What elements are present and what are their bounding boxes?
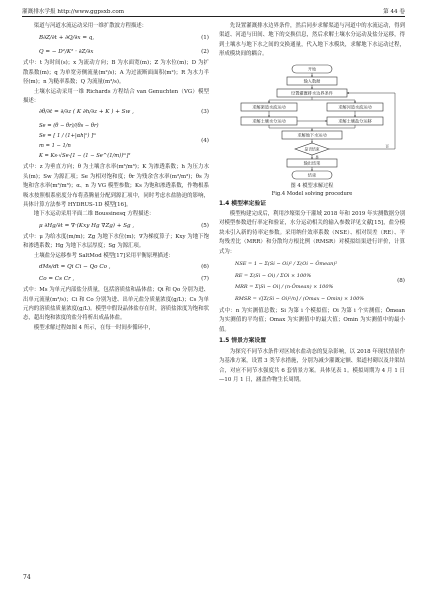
equation-8-line: RMSR = √[Σ(Si − Oi)²/n] / (Omax − Omin) × 100% bbox=[235, 295, 365, 302]
equation-number: (1) bbox=[201, 34, 209, 41]
equation-3-body: ∂θ/∂t = ∂/∂z ( K ∂h/∂z + K ) + Sw , bbox=[39, 109, 134, 116]
equation-8-line: MRR = Σ|Si − Oi| / (n·Ōmean) × 100% bbox=[235, 284, 334, 291]
flow-end-label: 结束 bbox=[307, 172, 317, 178]
equation-6-body: dMs/dt = Qi Ci − Qo Co , bbox=[39, 263, 111, 270]
flow-bc-label: 设置灌溉排水边界条件 bbox=[291, 90, 333, 96]
paragraph: 土壤盐分运移参考 SaltMod 模型[17]采用平衡原理描述： bbox=[33, 252, 174, 259]
header-rule bbox=[22, 16, 405, 17]
paragraph: 式中：t 为时间(s)；x 为流动方向；B 为水面宽(m)；Z 为水位(m)；D 为扩散系数(m)；q 为单宽旁侧流量(m²/s)；A 为过流断面面积(m²)；R 为水力半径(m)；n 为糙率系数；Q 为流量(m³/s)。 bbox=[23, 60, 209, 86]
flow-canal-label: 求解渠道水流运动 bbox=[252, 104, 286, 110]
equation-8 bbox=[219, 257, 405, 307]
section-heading: 1.5 情景方案设置 bbox=[219, 338, 267, 345]
equation-3 bbox=[23, 106, 209, 119]
equation-4-line: Se = [ 1 / (1+|αh|ⁿ) ]ᵐ bbox=[39, 133, 97, 140]
figure-caption-cn: 图 4 模型求解过程 bbox=[290, 182, 334, 189]
paragraph: 土壤水运动采用一维 Richards 方程结合 van Genuchten（VG）模型描述： bbox=[23, 88, 209, 105]
running-header bbox=[22, 5, 405, 15]
equation-number: (4) bbox=[201, 137, 209, 144]
flow-no-label: 否 bbox=[385, 144, 389, 149]
figure-caption-en: Fig.4 Model solving procedure bbox=[271, 190, 353, 197]
volume-header: 第 44 卷 bbox=[383, 9, 405, 15]
flow-river-label: 求解河道水流运动 bbox=[338, 104, 372, 110]
equation-7 bbox=[23, 274, 209, 286]
paragraph: 模型构建完成后，利用沙壕渠分干灌域 2018 年和 2019 年实测数据分别对模型参数进行率定和验证，水分运动相关的输入参数详见文献[15]，盐分模块未引入新的待率定参数。采用纳什效率系数（NSE）、相对误差（RE）、平均残差比（MRR）和分散均方根比例（RMSR）对模拟结果进行评价，计算式为： bbox=[219, 211, 405, 255]
equation-number: (2) bbox=[201, 48, 209, 55]
equation-2: Q = − D²/K² · ∂Z/∂x bbox=[39, 48, 94, 55]
flow-start-label: 开始 bbox=[307, 66, 317, 72]
equation-number: (8) bbox=[397, 278, 405, 285]
right-column bbox=[219, 22, 405, 385]
equation-number: (3) bbox=[201, 109, 209, 116]
equation-4-line: m = 1 − 1/n bbox=[39, 143, 71, 150]
paragraph: 式中：z 为垂直方向；θ 为土壤含水率(m³/m³)；K 为渗透系数；h 为压力水头(m)；Sw 为源汇项；Se 为相对饱和度；θr 为残余含水率(m³/m³)；θs 为饱和含水率(m³/m³)；α、n 为 VG 模型参数；Ks 为饱和渗透系数，作物根系吸水按照根系密度分布将蒸腾量分配到源汇项中，同时考虑水盐胁迫的影响，具体计算方法参考 HYDRUS-1D 模型[16]。 bbox=[23, 164, 209, 209]
paragraph: 式中：Ms 为单元内部盐分质量，包括溶质盐和晶体盐；Qi 和 Qo 分别为进、出单元流量(m³/s)；Ci 和 Co 分别为进、出单元盐分质量浓度(g/L)；Cs 为单元内的溶质盐质量浓度(g/L)。模型中假设晶体盐存在时，溶质盐浓度为饱和状态，超出饱和浓度的盐分将析出成晶体盐。 bbox=[23, 287, 209, 322]
flow-salt-label: 求解土壤盐分运移 bbox=[338, 118, 372, 124]
equation-8-line: NSE = 1 − Σ(Si − Oi)² / Σ(Oi − Ōmean)² bbox=[235, 261, 338, 268]
equation-4-line: K = Ks·√Se·[1 − (1 − Se^(1/m))ᵐ]² bbox=[39, 153, 131, 160]
paragraph: 为探究不同节水条件对区域水盐动态的复杂影响，以 2018 年现状情景作为基准方案，设置 3 类节水措施，分别为减少灌溉定额、渠道衬砌以及井渠结合，对应不同节水强度共 6 套情景方案。具体见表 1。模拟周期为 4 月 1 日—10 月 1 日，涵盖作物生长周期。 bbox=[219, 348, 405, 383]
paragraph: 先设置灌溉排水边界条件，然后同步求解渠道与河道中的水流运动，得到渠道、河道与田间、地下的交换信息，然后求解土壤水分运动及盐分运移，得到土壤水与地下水之间的交换通量，代入地下水模块，求解地下水运动过程，形成模块间的耦合。 bbox=[219, 23, 405, 58]
journal-header: 灌溉排水学报 http://www.ggpsxb.com bbox=[22, 9, 125, 15]
paragraph: 式中：μ 为给水度(m/m)；Zg 为地下水位(m)；∇为梯度算子；Kxy 为地下饱和渗透系数；Hg 为地下水层厚度；Sg 为源汇项。 bbox=[23, 233, 209, 250]
paragraph: 模型求解过程如图 4 所示，在每一时间步循环中， bbox=[33, 324, 154, 331]
flow-input-label: 输入数据 bbox=[303, 78, 321, 84]
section-heading: 1.4 模型率定验证 bbox=[219, 200, 267, 207]
equation-6 bbox=[23, 261, 209, 274]
equation-1-2 bbox=[23, 31, 209, 59]
equation-7-body: Co = Cs Cr , bbox=[39, 276, 75, 283]
equation-8-line: RE = Σ(Si − Oi) / ΣOi × 100% bbox=[235, 272, 312, 279]
equation-1: B∂Z/∂t + ∂Q/∂x = q, bbox=[39, 34, 95, 41]
page-number: 74 bbox=[23, 574, 31, 581]
flow-decide-label: 是否结束 bbox=[304, 146, 320, 152]
paragraph: 地下水运动采用平面二维 Boussinesq 方程描述： bbox=[33, 211, 155, 218]
equation-5 bbox=[23, 220, 209, 233]
equation-5-body: μ ∂Hg/∂t = ∇·(Kxy Hg ∇Zg) + Sg , bbox=[39, 222, 135, 229]
paragraph: 式中：n 为实测值总数；Si 为第 i 个模拟值；Oi 为第 i 个实测值；Ōmean 为实测值的平均值；Omax 为实测值中的最大值；Omin 为实测值中的最小值。 bbox=[219, 308, 405, 333]
left-column bbox=[23, 22, 209, 333]
flow-output-label: 输出结果 bbox=[303, 160, 321, 166]
flowchart-figure bbox=[219, 63, 405, 181]
equation-4-line: Se = (θ − θr)/(θs − θr) bbox=[39, 123, 99, 130]
equation-number: (7) bbox=[201, 276, 209, 283]
flow-gw-label: 求解地下水运动 bbox=[297, 132, 327, 138]
equation-number: (5) bbox=[201, 222, 209, 229]
flow-yes-label: 是 bbox=[315, 155, 319, 160]
equation-4 bbox=[23, 119, 209, 163]
equation-number: (6) bbox=[201, 263, 209, 270]
flow-soil-label: 求解土壤水分运动 bbox=[252, 118, 286, 124]
paragraph: 渠道与河道水流运动采用一维扩散波方程描述： bbox=[33, 23, 148, 29]
